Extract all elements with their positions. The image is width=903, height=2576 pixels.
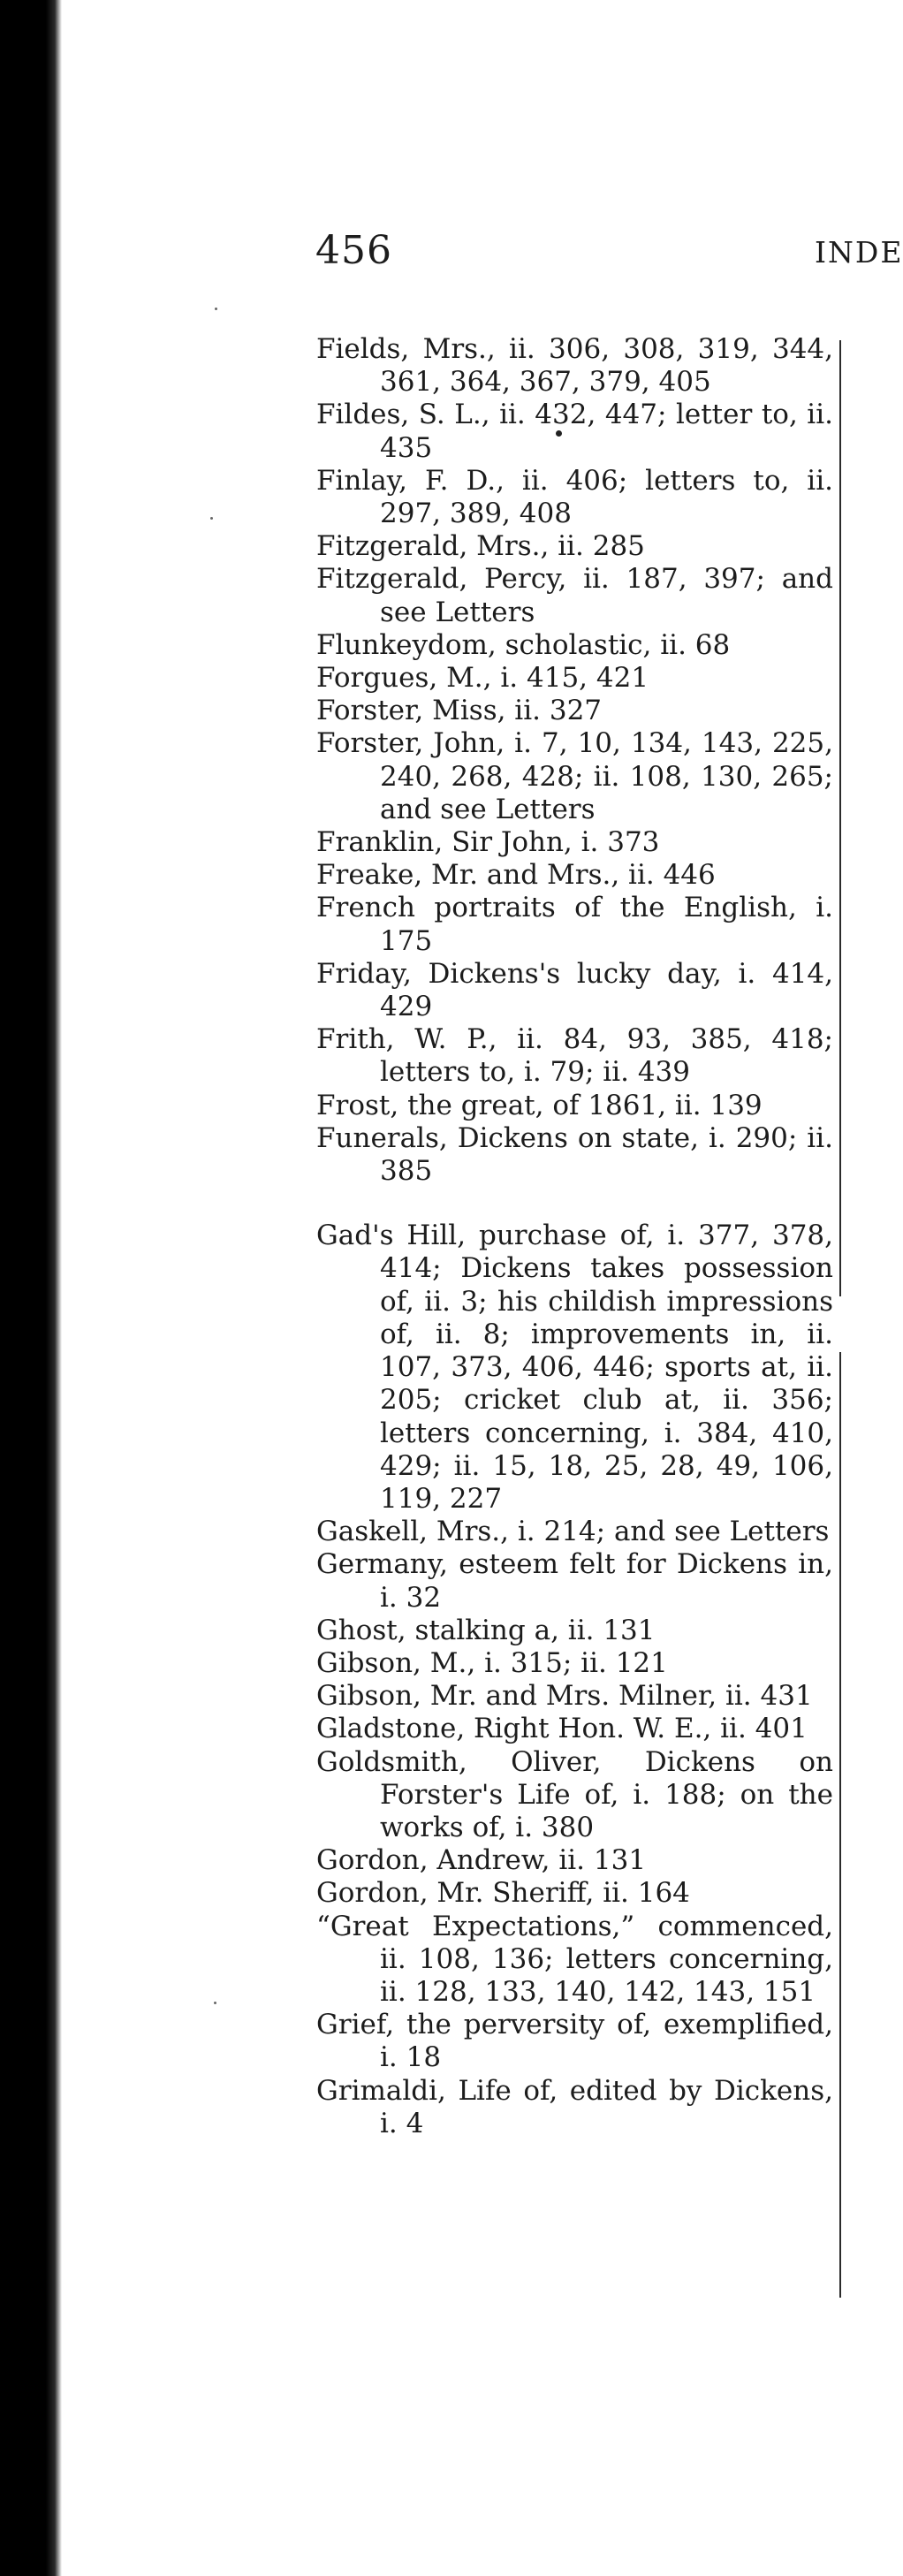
index-entry: Forster, Miss, ii. 327 (316, 695, 603, 727)
index-entry: Gordon, Andrew, ii. 131 (316, 1844, 647, 1877)
index-column (316, 333, 833, 2140)
index-entry: Frost, the great, of 1861, ii. 139 (316, 1089, 763, 1121)
index-section-g (316, 1220, 833, 2140)
index-entry: Frith, W. P., ii. 84, 93, 385, 418; letters to, i. 79; ii. 439 (316, 1023, 833, 1089)
index-entry: Finlay, F. D., ii. 406; letters to, ii. 297, 389, 408 (316, 464, 833, 530)
index-entry: French portraits of the English, i. 175 (316, 892, 833, 957)
index-entry: Ghost, stalking a, ii. 131 (316, 1614, 656, 1646)
index-entry: Fildes, S. L., ii. 432, 447; letter to, ii. 435 (316, 399, 833, 464)
index-entry: Funerals, Dickens on state, i. 290; ii. 385 (316, 1121, 833, 1188)
index-entry: Gad's Hill, purchase of, i. 377, 378, 414; Dickens takes possession of, ii. 3; his childish impressions of, ii. 8; improvements in, ii. 107, 373, 406, 446; sports at, ii. 205; cricket club at, ii. 356; letters concerning, i. 384, 410, 429; ii. 15, 18, 25, 28, 49, 106, 119, 227 (316, 1220, 833, 1515)
index-entry: Gaskell, Mrs., i. 214; and see Letters (316, 1516, 830, 1548)
index-entry: Gladstone, Right Hon. W. E., ii. 401 (316, 1713, 808, 1745)
index-entry: “Great Expectations,” commenced, ii. 108, 136; letters concerning, ii. 128, 133, 140, 142, 143, 151 (316, 1910, 833, 2008)
index-entry: Grimaldi, Life of, edited by Dickens, i. 4 (316, 2074, 833, 2139)
index-entry: Franklin, Sir John, i. 373 (316, 826, 660, 859)
index-entry: Germany, esteem felt for Dickens in, i. 32 (316, 1548, 833, 1614)
index-entry: Fitzgerald, Percy, ii. 187, 397; and see Letters (316, 563, 833, 628)
speck (210, 517, 213, 520)
index-entry: Flunkeydom, scholastic, ii. 68 (316, 628, 731, 661)
index-entry: Gordon, Mr. Sheriff, ii. 164 (316, 1877, 690, 1910)
index-section-f (316, 333, 833, 1188)
index-entry: Forgues, M., i. 415, 421 (316, 662, 649, 695)
index-entry: Grief, the perversity of, exemplified, i. 18 (316, 2009, 833, 2074)
column-rule (839, 340, 841, 1296)
index-entry: Gibson, M., i. 315; ii. 121 (316, 1646, 668, 1679)
index-entry: Fields, Mrs., ii. 306, 308, 319, 344, 361, 364, 367, 379, 405 (316, 333, 833, 399)
book-spine-shadow (0, 0, 62, 2576)
index-entry: Forster, John, i. 7, 10, 134, 143, 225, 240, 268, 428; ii. 108, 130, 265; and see Letters (316, 727, 833, 825)
index-entry: Fitzgerald, Mrs., ii. 285 (316, 530, 645, 563)
index-entry: Goldsmith, Oliver, Dickens on Forster's Life of, i. 188; on the works of, i. 380 (316, 1745, 833, 1843)
index-entry: Gibson, Mr. and Mrs. Milner, ii. 431 (316, 1680, 813, 1713)
speck (215, 308, 217, 310)
column-rule (839, 1352, 841, 2298)
page-number: 456 (315, 228, 392, 273)
index-entry: Freake, Mr. and Mrs., ii. 446 (316, 859, 716, 892)
index-entry: Friday, Dickens's lucky day, i. 414, 429 (316, 957, 833, 1023)
speck (214, 2002, 216, 2004)
running-head: INDE (815, 235, 903, 270)
